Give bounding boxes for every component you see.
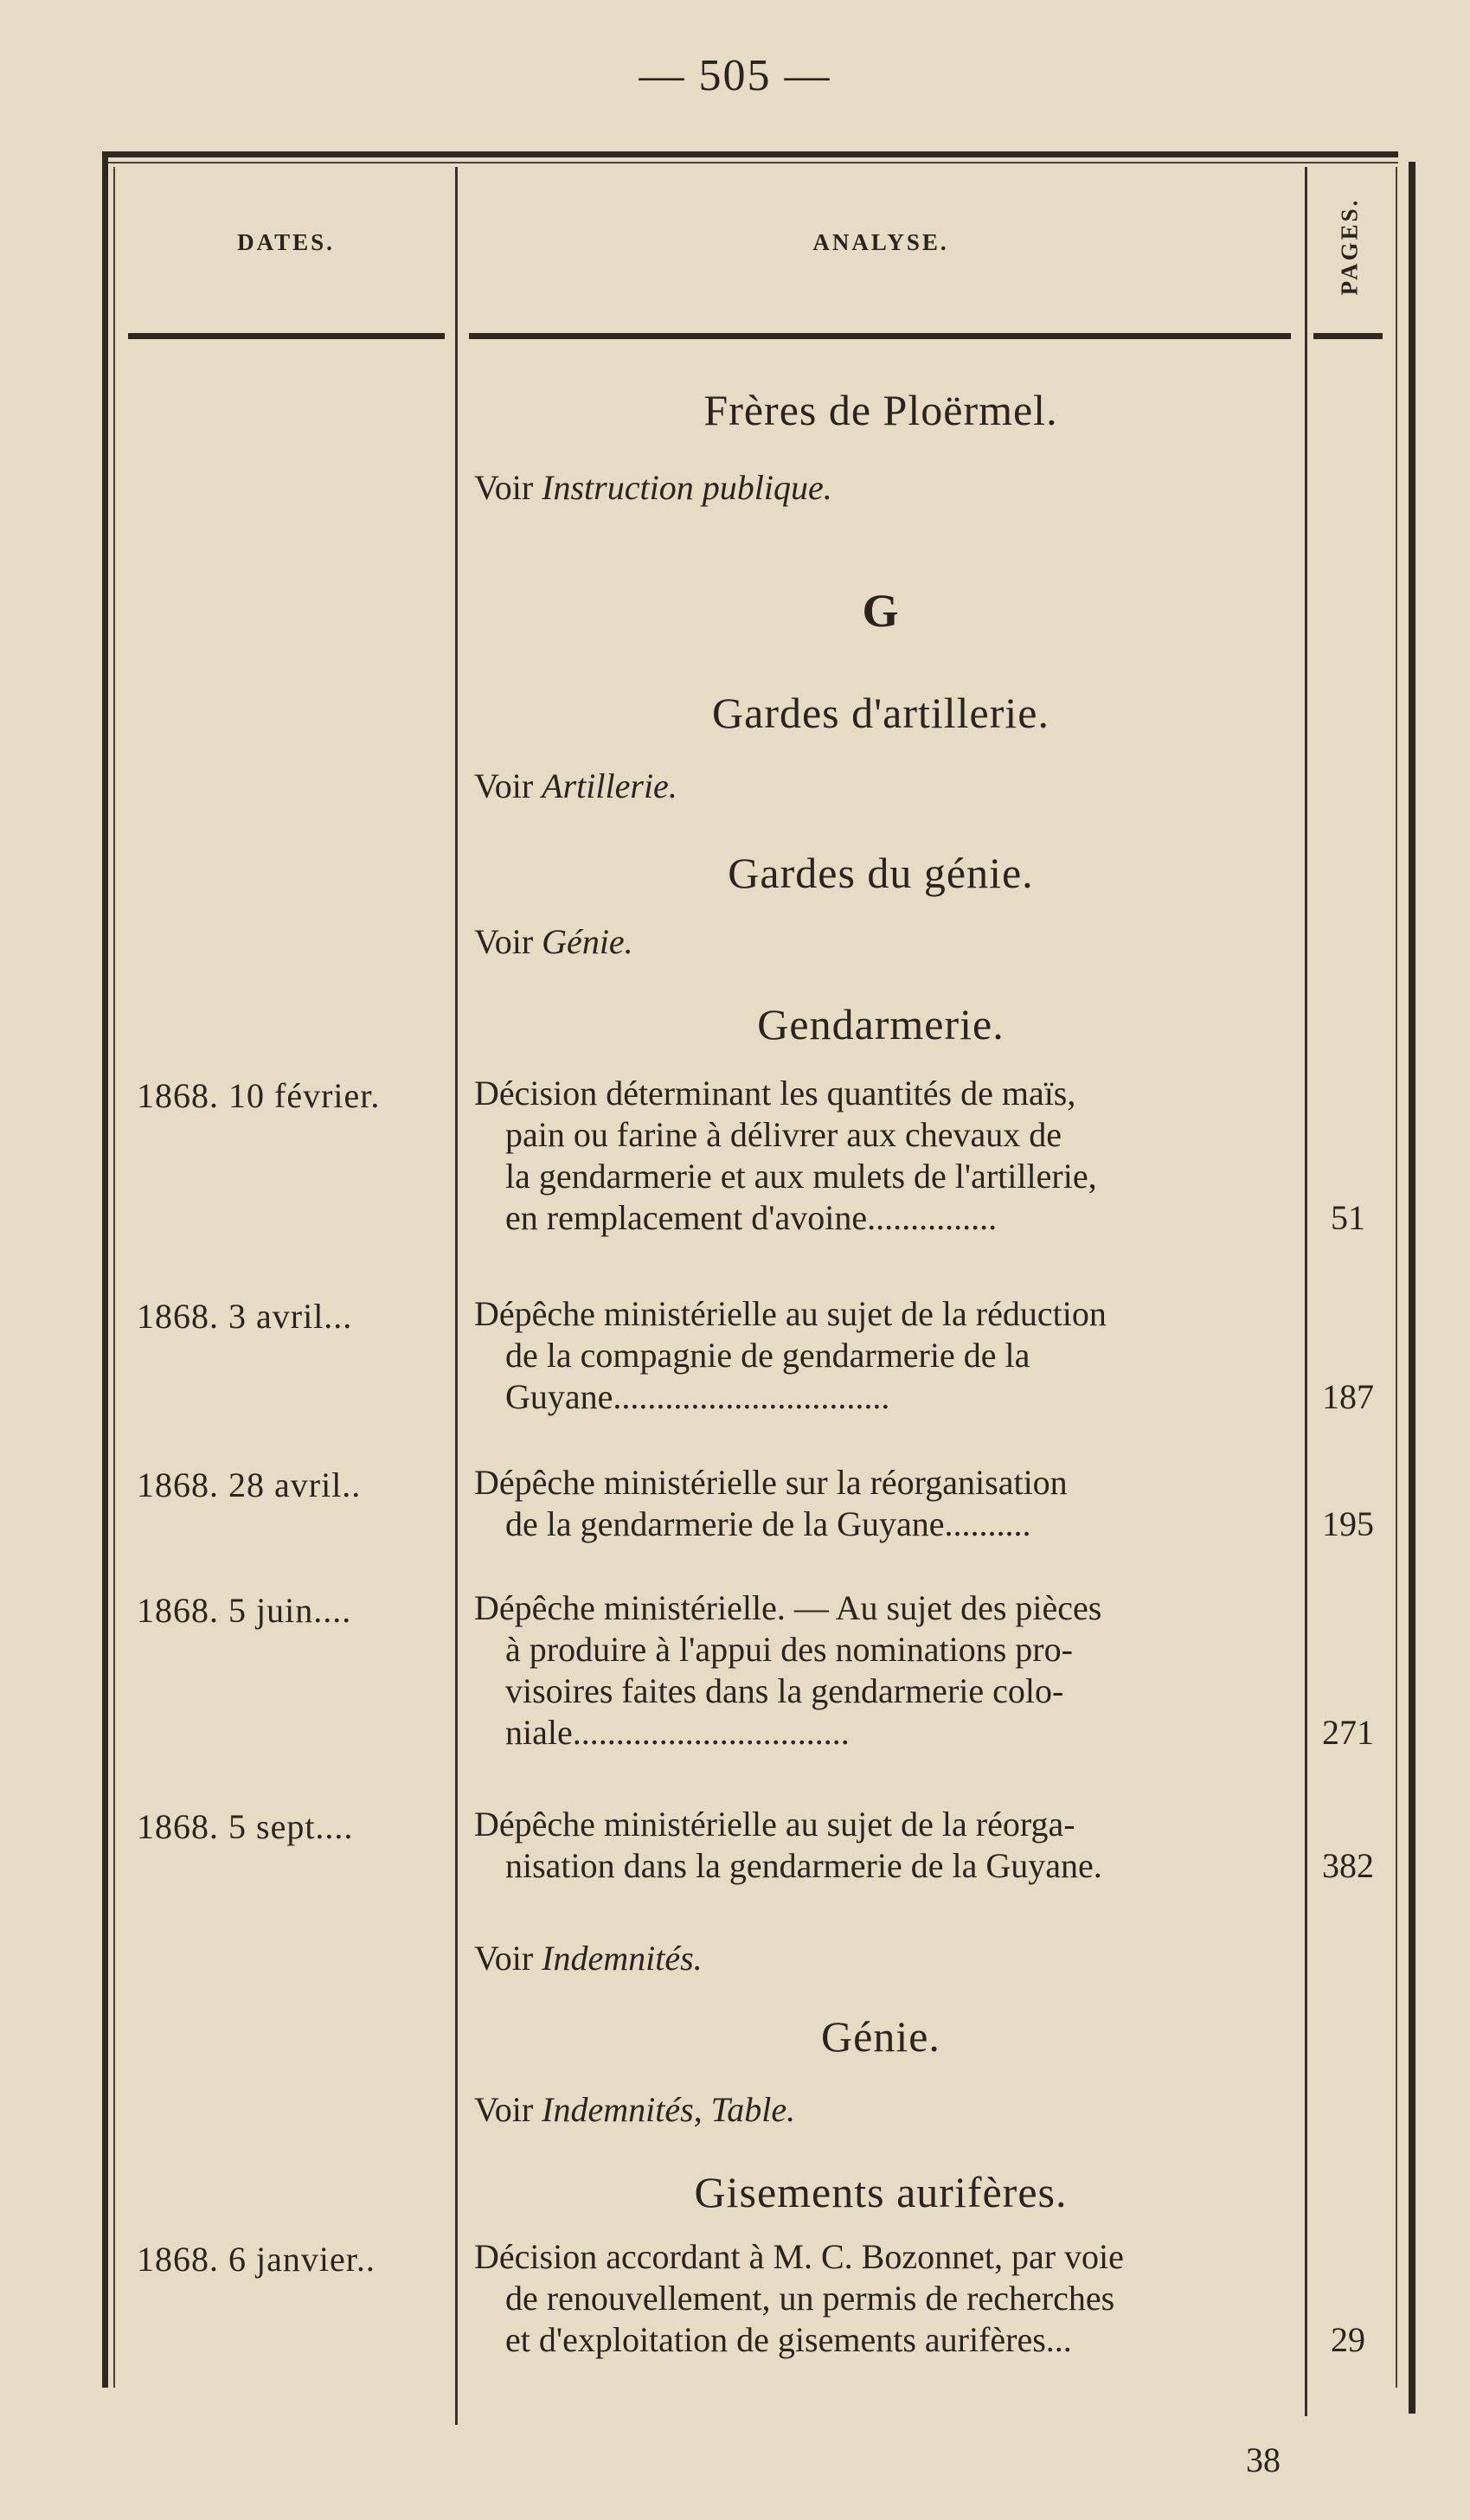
header-rule-dates: [128, 333, 445, 339]
entry-line: de la compagnie de gendarmerie de la: [505, 1336, 1030, 1375]
section-heading-gendarmerie: Gendarmerie.: [757, 1000, 1005, 1048]
table-right-border-inner: [1396, 167, 1397, 2388]
column-header-pages-label: PAGES.: [1336, 197, 1363, 296]
entry-line: pain ou farine à délivrer aux chevaux de: [505, 1115, 1062, 1154]
entry-date: 1868. 5 sept....: [137, 1807, 354, 1846]
section-heading-gisements-auriferes: Gisements aurifères.: [694, 2168, 1068, 2216]
voir-word: Voir: [474, 766, 534, 805]
entry-line: nisation dans la gendarmerie de la Guyane.: [505, 1846, 1102, 1885]
voir-genie: [474, 921, 633, 962]
entry-date: 1868. 28 avril..: [137, 1465, 362, 1504]
voir-artillerie: [474, 766, 677, 806]
entry-line: Dépêche ministérielle sur la réorganisation: [474, 1463, 1068, 1502]
entry-line: de renouvellement, un permis de recherches: [505, 2279, 1115, 2318]
index-table: [102, 151, 1398, 2418]
entry-page-ref: 271: [1322, 1713, 1374, 1752]
entry-line: en remplacement d'avoine...............: [505, 1198, 998, 1237]
entry-date: 1868. 5 juin....: [137, 1591, 352, 1630]
header-rule-pages: [1313, 333, 1383, 339]
entry-line: Décision accordant à M. C. Bozonnet, par voie: [474, 2237, 1124, 2276]
column-separator-pages: [1305, 167, 1307, 2416]
entry-page-ref: 195: [1322, 1504, 1374, 1543]
entry-analysis: [474, 1462, 1287, 1545]
voir-ref-genie: Génie.: [542, 922, 633, 961]
entry-line: à produire à l'appui des nominations pro-: [505, 1630, 1073, 1669]
column-header-analyse: ANALYSE.: [812, 229, 949, 255]
entry-line: visoires faites dans la gendarmerie colo-: [505, 1671, 1064, 1710]
column-header-pages: [1310, 186, 1390, 307]
entry-line: Dépêche ministérielle au sujet de la réduction: [474, 1294, 1107, 1333]
column-header-dates: DATES.: [237, 229, 335, 255]
section-heading-gardes-genie: Gardes du génie.: [728, 849, 1034, 897]
table-left-border: [102, 151, 108, 2388]
voir-instruction-publique: [474, 467, 832, 508]
voir-ref-indemnites: Indemnités.: [542, 1939, 703, 1978]
table-top-rule-inner: [102, 162, 1398, 164]
table-left-border-inner: [113, 167, 115, 2388]
letter-heading-g: G: [862, 585, 900, 637]
entry-analysis: [474, 2236, 1287, 2361]
entry-analysis: [474, 1073, 1287, 1239]
section-heading-gardes-artillerie: Gardes d'artillerie.: [712, 689, 1050, 737]
entry-date: 1868. 10 février.: [137, 1076, 381, 1115]
voir-ref-instruction: Instruction publique.: [542, 468, 832, 507]
voir-word: Voir: [474, 2090, 534, 2129]
entry-line: Guyane................................: [505, 1377, 890, 1416]
entry-page-ref: 382: [1322, 1846, 1374, 1885]
entry-analysis: [474, 1293, 1287, 1418]
entry-page-ref: 29: [1331, 2320, 1365, 2359]
voir-word: Voir: [474, 1939, 534, 1978]
page-number: — 505 —: [639, 51, 831, 100]
entry-date: 1868. 3 avril...: [137, 1297, 353, 1336]
voir-indemnites: [474, 1938, 703, 1978]
entry-line: Dépêche ministérielle. — Au sujet des pièces: [474, 1588, 1102, 1627]
voir-ref-artillerie: Artillerie.: [542, 766, 677, 805]
voir-word: Voir: [474, 922, 534, 961]
entry-line: et d'exploitation de gisements aurifères...: [505, 2320, 1072, 2359]
voir-ref-indemnites-table: Indemnités, Table.: [542, 2090, 796, 2129]
entry-analysis: [474, 1587, 1287, 1754]
entry-line: Dépêche ministérielle au sujet de la réorga-: [474, 1805, 1075, 1844]
column-separator-dates: [455, 167, 458, 2425]
entry-line: niale................................: [505, 1713, 850, 1752]
entry-page-ref: 187: [1322, 1377, 1374, 1416]
entry-date: 1868. 6 janvier..: [137, 2240, 376, 2279]
entry-line: de la gendarmerie de la Guyane..........: [505, 1504, 1031, 1543]
section-heading-genie: Génie.: [821, 2012, 940, 2061]
header-rule-analyse: [469, 333, 1291, 339]
section-heading-freres-ploermel: Frères de Ploërmel.: [703, 386, 1058, 434]
entry-line: Décision déterminant les quantités de maïs,: [474, 1074, 1076, 1113]
entry-analysis: [474, 1804, 1287, 1887]
voir-word: Voir: [474, 468, 534, 507]
table-top-rule: [102, 151, 1398, 157]
voir-indemnites-table: [474, 2089, 795, 2130]
table-right-border: [1409, 162, 1415, 2414]
signature-mark: 38: [1246, 2440, 1281, 2479]
entry-line: la gendarmerie et aux mulets de l'artillerie,: [505, 1157, 1097, 1196]
entry-page-ref: 51: [1331, 1198, 1365, 1237]
